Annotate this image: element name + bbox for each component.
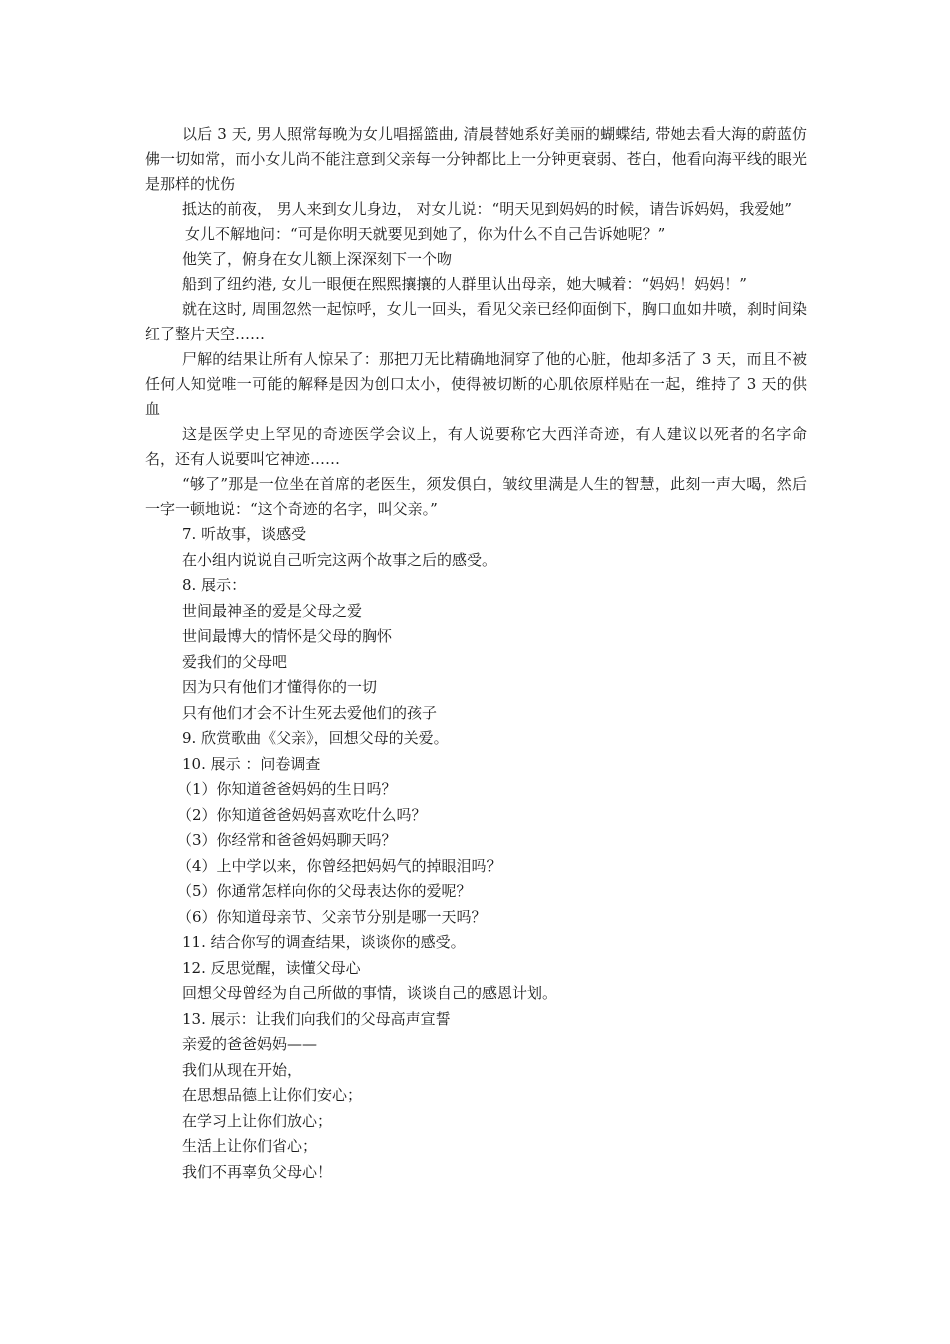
- section-8-line: 世间最神圣的爱是父母之爱: [182, 601, 363, 620]
- section-12-body: 回想父母曾经为自己所做的事情，谈谈自己的感恩计划。: [182, 984, 558, 1002]
- story-paragraph: 就在这时, 周围忽然一起惊呼，女儿一回头，看见父亲已经仰面倒下，胸口血如井喷，刹时间染红了整片天空……: [145, 300, 807, 343]
- section-8-line: 爱我们的父母吧: [182, 652, 288, 671]
- pledge-line: 亲爱的爸爸妈妈——: [182, 1035, 318, 1053]
- section-9-heading: 9. 欣赏歌曲《父亲》，回想父母的关爱。: [182, 729, 449, 747]
- pledge-line: 生活上让你们省心；: [182, 1137, 318, 1155]
- section-10-heading: 10. 展示 ：问卷调查: [182, 754, 321, 773]
- section-8-line: 因为只有他们才懂得你的一切: [182, 678, 378, 696]
- story-paragraph: 这是医学史上罕见的奇迹医学会议上，有人说要称它大西洋奇迹，有人建议以死者的名字命名，还有人说要叫它神迹……: [145, 425, 807, 468]
- survey-question: （5）你通常怎样向你的父母表达你的爱呢？: [177, 882, 472, 900]
- pledge-line: 在思想品德上让你们安心；: [182, 1086, 363, 1104]
- section-11-heading: 11. 结合你写的调查结果，谈谈你的感受。: [182, 933, 466, 951]
- section-8-line: 只有他们才会不计生死去爱他们的孩子: [182, 703, 438, 722]
- story-paragraph: 以后 3 天, 男人照常每晚为女儿唱摇篮曲, 清晨替她系好美丽的蝴蝶结, 带她去看大海的蔚蓝仿佛一切如常，而小女儿尚不能注意到父亲每一分钟都比上一分钟更衰弱、苍白，他看向海平线的眼光是那样的忧伤: [145, 125, 807, 193]
- pledge-line: 在学习上让你们放心；: [182, 1111, 333, 1130]
- story-paragraph: 尸解的结果让所有人惊呆了：那把刀无比精确地洞穿了他的心脏，他却多活了 3 天，而且不被任何人知觉唯一可能的解释是因为创口太小，使得被切断的心肌依原样贴在一起，维持了 3 天的供血: [145, 350, 807, 418]
- section-7-body: 在小组内说说自己听完这两个故事之后的感受。: [182, 550, 498, 569]
- story-paragraph: 抵达的前夜， 男人来到女儿身边， 对女儿说：“明天见到妈妈的时候，请告诉妈妈，我爱她”: [182, 200, 792, 218]
- section-12-heading: 12. 反思觉醒，读懂父母心: [182, 958, 361, 977]
- survey-question: （6）你知道母亲节、父亲节分别是哪一天吗？: [177, 907, 487, 926]
- section-8-line: 世间最博大的情怀是父母的胸怀: [182, 627, 393, 645]
- pledge-line: 我们从现在开始，: [182, 1060, 303, 1079]
- document-page: [145, 122, 807, 1185]
- survey-question: （3）你经常和爸爸妈妈聊天吗？: [177, 831, 397, 849]
- survey-question: （4）上中学以来，你曾经把妈妈气的掉眼泪吗？: [177, 856, 502, 875]
- story-paragraph: 他笑了，俯身在女儿额上深深刻下一个吻: [182, 250, 453, 268]
- survey-question: （1）你知道爸爸妈妈的生日吗？: [177, 780, 397, 798]
- story-paragraph: 女儿不解地问：“可是你明天就要见到她了，你为什么不自己告诉她呢？”: [185, 225, 666, 243]
- section-8-heading: 8. 展示：: [182, 576, 247, 594]
- story-paragraph: “够了”那是一位坐在首席的老医生，须发俱白，皱纹里满是人生的智慧，此刻一声大喝，然后一字一顿地说：“这个奇迹的名字，叫父亲。”: [145, 475, 807, 518]
- pledge-line: 我们不再辜负父母心！: [182, 1162, 333, 1181]
- section-13-heading: 13. 展示：让我们向我们的父母高声宣誓: [182, 1009, 451, 1028]
- story-paragraph: 船到了纽约港, 女儿一眼便在熙熙攘攘的人群里认出母亲，她大喊着：“妈妈！妈妈！”: [182, 275, 747, 293]
- survey-question: （2）你知道爸爸妈妈喜欢吃什么吗？: [177, 805, 427, 824]
- section-7-heading: 7. 听故事，谈感受: [182, 525, 307, 543]
